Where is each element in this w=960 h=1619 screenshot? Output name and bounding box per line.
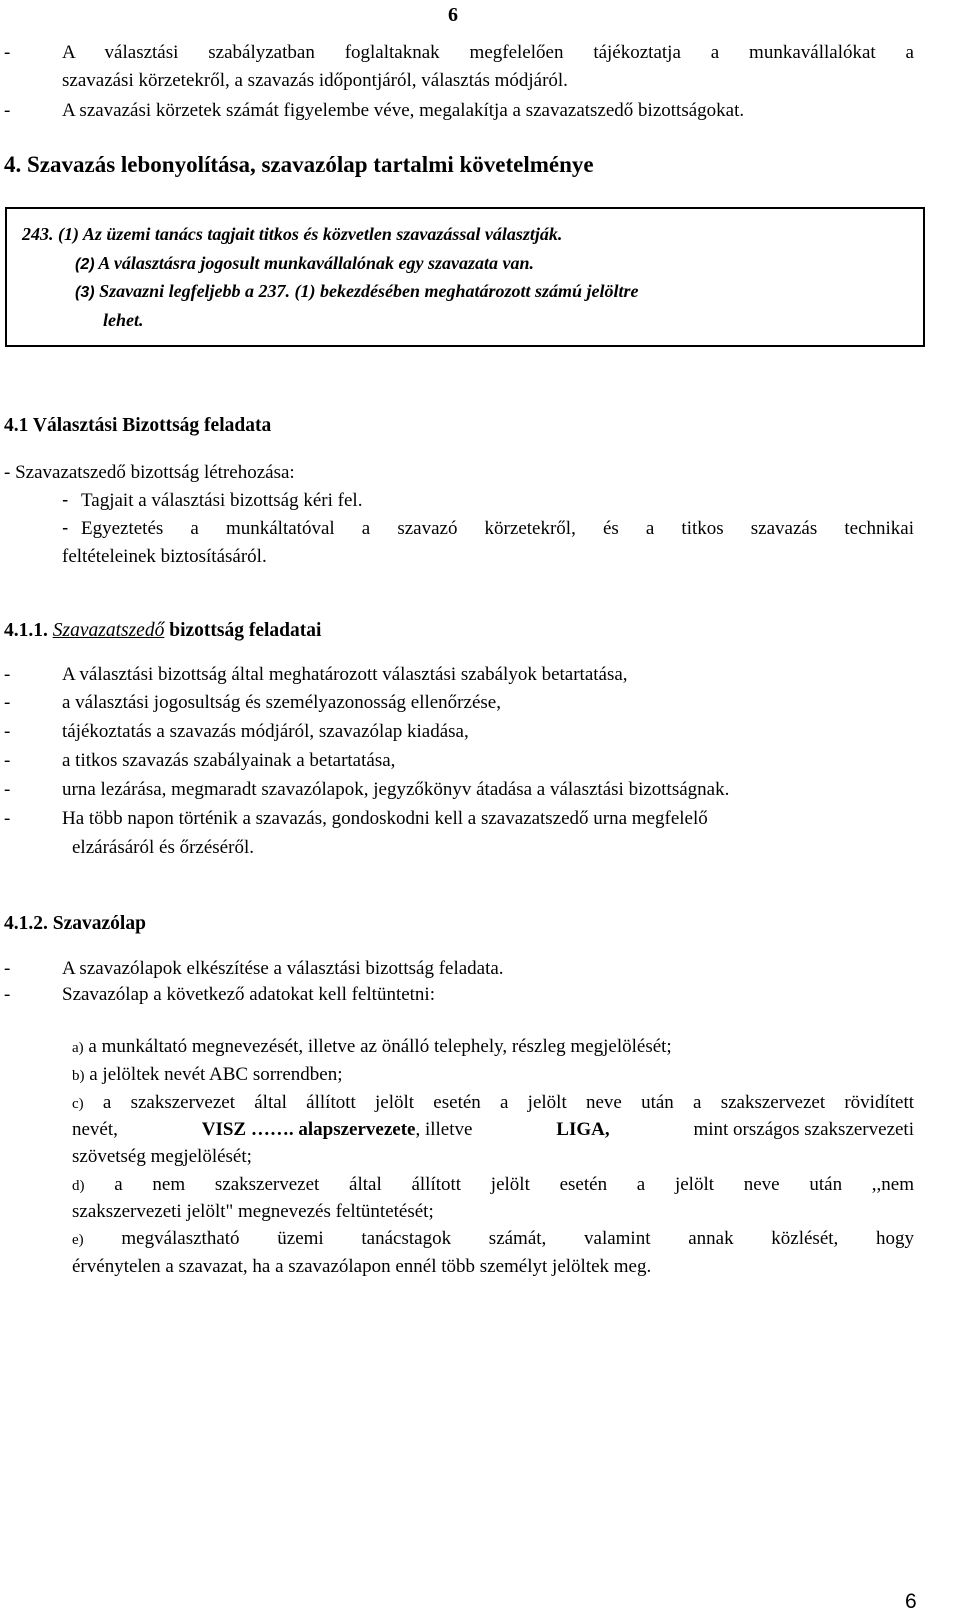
intro-item-2: A szavazási körzetek számát figyelembe véve, megalakítja a szavazatszedő bizottságokat.	[62, 100, 745, 121]
sub-item-c-text: a szakszervezet által állított jelölt esetén a jelölt neve után a szakszervezet rövidített	[102, 1092, 915, 1113]
law-paragraph-2-number: (2)	[75, 256, 95, 273]
section-4-1-1-number: 4.1.1.	[4, 620, 48, 641]
sub-item-a-text: a munkáltató megnevezését, illetve az önálló telephely, részleg megjelölését;	[88, 1036, 672, 1057]
sub-bullet-dash: -	[62, 490, 69, 511]
section-4-1-sub-1: Tagjait a választási bizottság kéri fel.	[81, 490, 363, 511]
section-4-1-1-title-italic: Szavazatszedő	[52, 620, 165, 641]
list-item: Szavazólap a következő adatokat kell feltüntetni:	[62, 984, 435, 1005]
sub-item-c-liga: LIGA,	[556, 1119, 610, 1140]
bullet-dash: -	[4, 958, 11, 979]
section-4-1-heading: 4.1 Választási Bizottság feladata	[4, 415, 272, 436]
sub-item-b-text: a jelöltek nevét ABC sorrendben;	[89, 1064, 343, 1085]
sub-item-c-line-2	[72, 1119, 914, 1141]
page-number-top: 6	[448, 4, 458, 26]
list-item: tájékoztatás a szavazás módjáról, szavazólap kiadása,	[62, 721, 469, 742]
sub-item-c-line-2-part-5: mint országos szakszervezeti	[693, 1119, 914, 1140]
bullet-dash: -	[4, 42, 11, 63]
bullet-dash: -	[4, 808, 11, 829]
bullet-dash: -	[4, 779, 11, 800]
sub-item-a-label: a)	[72, 1040, 84, 1056]
list-item: Ha több napon történik a szavazás, gondoskodni kell a szavazatszedő urna megfelelő	[62, 808, 708, 829]
sub-item-b-label: b)	[72, 1068, 85, 1084]
sub-item-e-label: e)	[72, 1232, 84, 1248]
list-item: urna lezárása, megmaradt szavazólapok, jegyzőkönyv átadása a választási bizottságnak.	[62, 779, 730, 800]
bullet-dash: -	[4, 664, 11, 685]
sub-item-b	[72, 1064, 343, 1086]
sub-item-a	[72, 1036, 672, 1058]
sub-item-c-line-2-part-1: nevét,	[72, 1119, 118, 1140]
list-item: a választási jogosultság és személyazonosság ellenőrzése,	[62, 692, 501, 713]
law-paragraph-2-text: A választásra jogosult munkavállalónak egy szavazata van.	[98, 253, 534, 273]
bullet-dash: -	[4, 100, 11, 121]
page-number-bottom: 6	[905, 1590, 917, 1613]
list-item: a titkos szavazás szabályainak a betartatása,	[62, 750, 396, 771]
section-4-1-1-heading	[4, 620, 321, 642]
law-paragraph-3	[75, 281, 639, 302]
section-4-1-sub-2-line-1: Egyeztetés a munkáltatóval a szavazó körzetekről, és a titkos szavazás technikai	[81, 518, 914, 539]
intro-item-1-line-1: A választási szabályzatban foglaltaknak megfelelően tájékoztatja a munkavállalókat a	[62, 42, 914, 63]
sub-item-c-visz: VISZ ……. alapszervezete	[201, 1119, 416, 1140]
section-4-heading: 4. Szavazás lebonyolítása, szavazólap tartalmi követelménye	[4, 152, 594, 177]
law-paragraph-3-continuation: lehet.	[103, 310, 144, 330]
sub-item-d-text: a nem szakszervezet által állított jelölt esetén a jelölt neve után ,,nem	[114, 1174, 915, 1195]
list-item-continuation: elzárásáról és őrzéséről.	[72, 837, 254, 858]
bullet-dash: -	[4, 692, 11, 713]
sub-item-c-label: c)	[72, 1096, 84, 1112]
section-4-1-line-1: - Szavazatszedő bizottság létrehozása:	[4, 462, 295, 483]
section-4-1-sub-2-line-2: feltételeinek biztosításáról.	[62, 546, 267, 567]
law-paragraph-1: 243. (1) Az üzemi tanács tagjait titkos és közvetlen szavazással választják.	[22, 224, 563, 244]
sub-item-d-line-2: szakszervezeti jelölt" megnevezés feltüntetését;	[72, 1201, 434, 1222]
bullet-dash: -	[4, 750, 11, 771]
law-paragraph-3-number: (3)	[75, 284, 95, 301]
section-4-1-2-heading: 4.1.2. Szavazólap	[4, 913, 146, 934]
bullet-dash: -	[4, 984, 11, 1005]
sub-bullet-dash: -	[62, 518, 69, 539]
sub-item-e-line-2: érvénytelen a szavazat, ha a szavazólapon ennél több személyt jelöltek meg.	[72, 1256, 652, 1277]
bullet-dash: -	[4, 721, 11, 742]
law-paragraph-3-text: Szavazni legfeljebb a 237. (1) bekezdésében meghatározott számú jelöltre	[99, 281, 639, 301]
section-4-1-1-title-rest: bizottság feladatai	[164, 620, 322, 641]
sub-item-e-text: megválasztható üzemi tanácstagok számát, valamint annak közlését, hogy	[121, 1228, 914, 1249]
sub-item-d-label: d)	[72, 1178, 85, 1194]
law-paragraph-2	[75, 253, 534, 274]
intro-item-1-line-2: szavazási körzetekről, a szavazás időpontjáról, választás módjáról.	[62, 70, 568, 91]
list-item: A szavazólapok elkészítése a választási bizottság feladata.	[62, 958, 504, 979]
sub-item-c-line-3: szövetség megjelölését;	[72, 1146, 252, 1167]
sub-item-c-line-2-part-3: , illetve	[415, 1119, 473, 1140]
list-item: A választási bizottság által meghatározott választási szabályok betartatása,	[62, 664, 628, 685]
